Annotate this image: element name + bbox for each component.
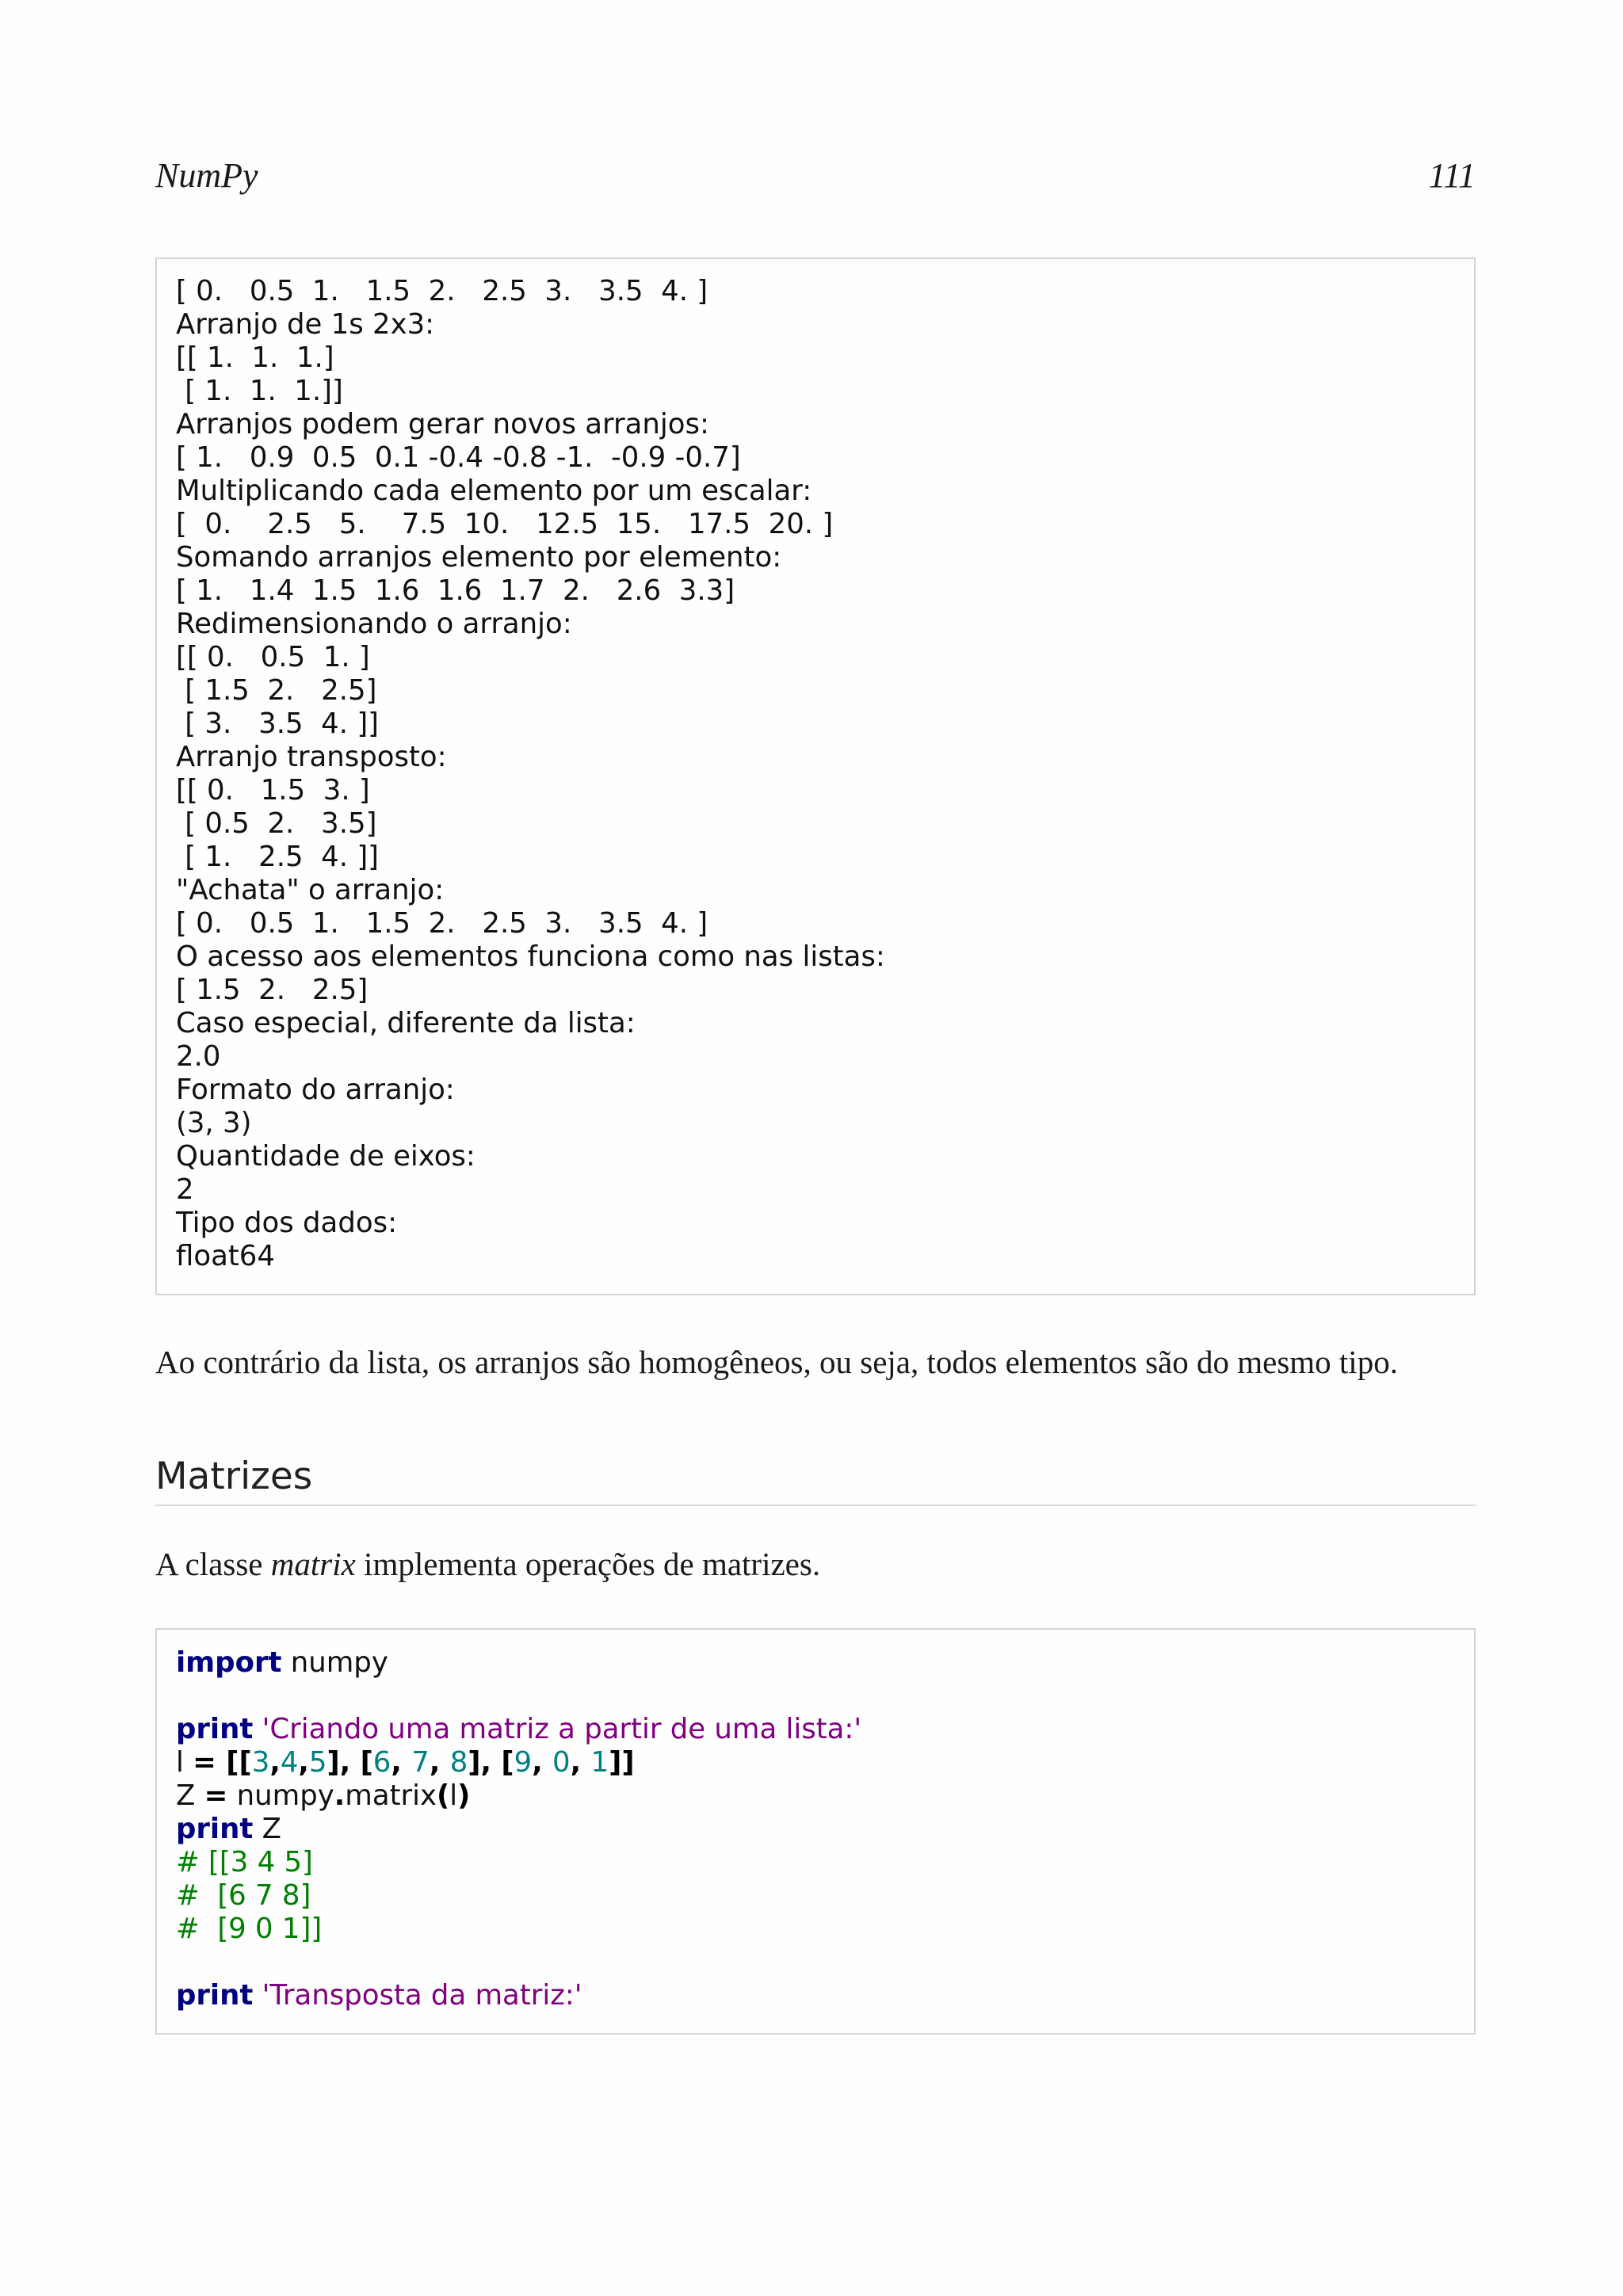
paren: ) [457, 1779, 471, 1812]
page-number: 111 [1428, 156, 1476, 195]
bracket: ], [ [468, 1746, 514, 1779]
paragraph-text: A classe [155, 1546, 271, 1582]
running-title: NumPy [155, 156, 258, 195]
comma: , [570, 1746, 591, 1779]
code-line [176, 1979, 1455, 2012]
code-line-blank [176, 1946, 1455, 1979]
output-line: float64 [176, 1240, 275, 1272]
output-line: [ 1.5 2. 2.5] [176, 674, 377, 707]
number: 1 [590, 1746, 609, 1779]
output-line: [ 0.5 2. 3.5] [176, 807, 377, 840]
comma: , [269, 1746, 281, 1779]
comma: , [429, 1746, 450, 1779]
number: 0 [552, 1746, 571, 1779]
comma: , [391, 1746, 412, 1779]
output-line: Caso especial, diferente da lista: [176, 1007, 636, 1039]
keyword: print [176, 1713, 254, 1745]
output-line: 2.0 [176, 1040, 221, 1073]
number: 4 [280, 1746, 299, 1779]
output-line: Formato do arranjo: [176, 1074, 455, 1106]
keyword: import [176, 1646, 282, 1679]
module-name: numpy [227, 1779, 334, 1812]
output-line: [ 1. 0.9 0.5 0.1 -0.4 -0.8 -1. -0.9 -0.7] [176, 441, 741, 474]
paren: ( [437, 1779, 450, 1812]
output-line: Quantidade de eixos: [176, 1140, 475, 1173]
string-literal: 'Transposta da matriz:' [253, 1979, 582, 2012]
output-line: [[ 0. 0.5 1. ] [176, 641, 370, 673]
number: 6 [372, 1746, 391, 1779]
output-line: Tipo dos dados: [176, 1207, 398, 1239]
comma: , [532, 1746, 553, 1779]
output-line: Redimensionando o arranjo: [176, 608, 572, 640]
operator: = [204, 1779, 228, 1812]
output-line: [ 1. 2.5 4. ]] [176, 841, 380, 873]
bracket: ], [ [327, 1746, 373, 1779]
code-line [176, 1779, 1455, 1813]
number: 7 [411, 1746, 430, 1779]
output-line: Multiplicando cada elemento por um escalar: [176, 475, 812, 507]
output-line: [ 1. 1. 1.]] [176, 375, 343, 407]
section-heading: Matrizes [155, 1455, 1476, 1506]
output-block [155, 257, 1476, 1295]
output-line: "Achata" o arranjo: [176, 874, 445, 906]
page-header [155, 155, 1476, 203]
output-line: 2 [176, 1173, 194, 1206]
code-line [176, 1646, 1455, 1680]
keyword: print [176, 1979, 254, 2012]
output-line: Arranjo de 1s 2x3: [176, 308, 435, 341]
output-line: [[ 1. 1. 1.] [176, 341, 334, 374]
output-line: O acesso aos elementos funciona como nas listas: [176, 940, 885, 973]
output-line: [ 1. 1.4 1.5 1.6 1.6 1.7 2. 2.6 3.3] [176, 574, 735, 607]
output-line: [ 0. 0.5 1. 1.5 2. 2.5 3. 3.5 4. ] [176, 907, 708, 940]
paragraph-matrix-class [155, 1542, 1476, 1586]
output-line: [ 0. 2.5 5. 7.5 10. 12.5 15. 17.5 20. ] [176, 508, 834, 540]
comma: , [298, 1746, 309, 1779]
operator: . [334, 1779, 346, 1812]
number: 9 [514, 1746, 533, 1779]
class-name-emphasis: matrix [270, 1546, 356, 1582]
number: 8 [449, 1746, 468, 1779]
number: 5 [308, 1746, 327, 1779]
output-line: Arranjos podem gerar novos arranjos: [176, 408, 709, 441]
variable: Z [253, 1813, 281, 1845]
function-name: matrix [345, 1779, 437, 1812]
number: 3 [251, 1746, 270, 1779]
output-line: [ 3. 3.5 4. ]] [176, 707, 380, 740]
keyword: print [176, 1813, 254, 1845]
paragraph-homogeneous: Ao contrário da lista, os arranjos são homogêneos, ou seja, todos elementos são do mesmo tipo. [155, 1344, 1398, 1380]
code-block [155, 1628, 1476, 2035]
string-literal: 'Criando uma matriz a partir de uma lista:' [253, 1713, 862, 1745]
code-line [176, 1813, 1455, 1846]
output-line: (3, 3) [176, 1107, 252, 1139]
module-name: numpy [281, 1646, 388, 1679]
output-line: [ 0. 0.5 1. 1.5 2. 2.5 3. 3.5 4. ] [176, 275, 708, 307]
paragraph-text: implementa operações de matrizes. [355, 1546, 821, 1582]
code-comment: # [[3 4 5] [176, 1846, 313, 1878]
output-line: [ 1.5 2. 2.5] [176, 974, 369, 1006]
variable: Z [176, 1779, 204, 1812]
bracket: [[ [216, 1746, 252, 1779]
code-comment: # [6 7 8] [176, 1879, 311, 1912]
output-line: Somando arranjos elemento por elemento: [176, 541, 782, 574]
output-line: [[ 0. 1.5 3. ] [176, 774, 370, 807]
output-line: Arranjo transposto: [176, 741, 447, 773]
variable: l [176, 1746, 193, 1779]
bracket: ]] [609, 1746, 635, 1779]
code-line [176, 1746, 1455, 1779]
code-line-blank [176, 1680, 1455, 1713]
variable: l [449, 1779, 458, 1812]
operator: = [193, 1746, 216, 1779]
code-line [176, 1713, 1455, 1746]
code-comment: # [9 0 1]] [176, 1913, 323, 1945]
